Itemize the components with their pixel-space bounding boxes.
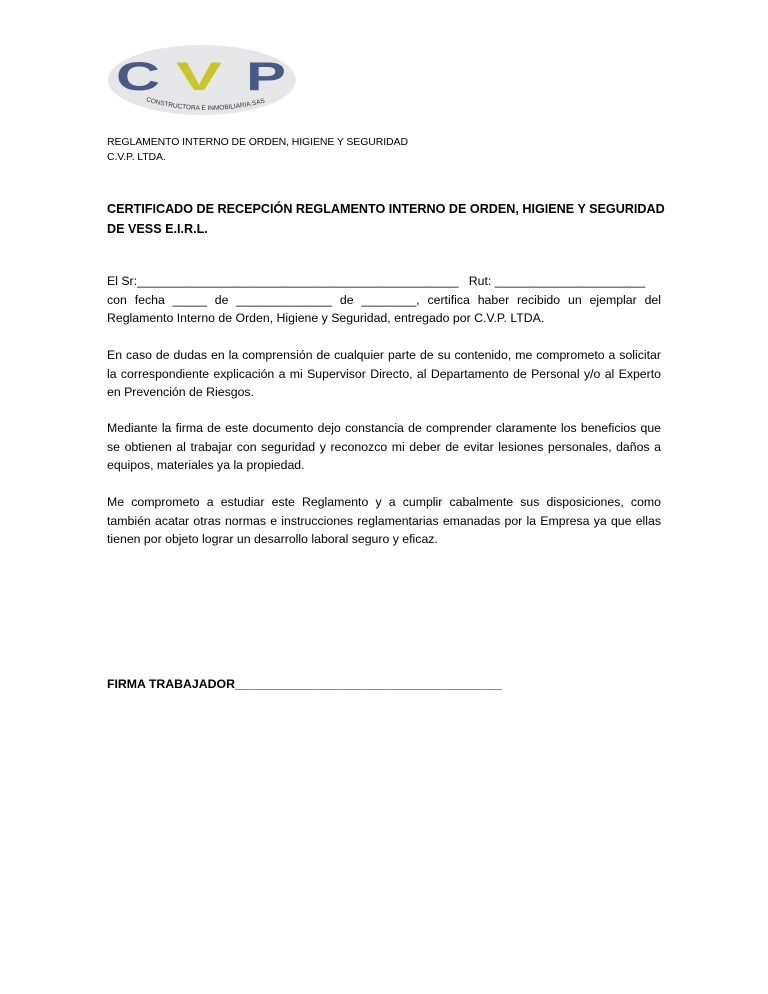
worker-signature-line: FIRMA TRABAJADOR_______________________________________ <box>107 677 502 691</box>
header-regulation-title: REGLAMENTO INTERNO DE ORDEN, HIGIENE Y SEGURIDAD <box>107 136 408 148</box>
paragraph-acknowledgement: Mediante la firma de este documento dejo constancia de comprender claramente los beneficios que se obtienen al trabajar con seguridad y reconozco mi deber de evitar lesiones personales, daños a equipos, materiales ya la propiedad. <box>107 421 661 473</box>
logo-subtitle: CONSTRUCTORA E INMOBILIARIA SAS <box>145 96 266 113</box>
header-company-name: C.V.P. LTDA. <box>107 151 166 163</box>
logo-letter-p: P <box>246 55 286 99</box>
paragraph-identification <box>107 272 661 328</box>
receipt-statement: con fecha _____ de ______________ de ________, certifica haber recibido un ejemplar del Reglamento Interno de Orden, Higiene y Seguridad, entregado por C.V.P. LTDA. <box>107 292 661 326</box>
logo-letter-c: C <box>116 55 160 99</box>
logo-letter-v: V <box>176 55 223 99</box>
name-rut-line: El Sr:_______________________________________________ Rut: ______________________ <box>107 274 646 288</box>
company-logo <box>106 42 298 118</box>
certificate-title: CERTIFICADO DE RECEPCIÓN REGLAMENTO INTERNO DE ORDEN, HIGIENE Y SEGURIDAD DE VESS E.I.R.L. <box>107 202 665 236</box>
paragraph-commitment: Me comprometo a estudiar este Reglamento y a cumplir cabalmente sus disposiciones, como también acatar otras normas e instrucciones reglamentarias emanadas por la Empresa ya que ellas tienen por objeto lograr un desarrollo laboral seguro y eficaz. <box>107 495 661 547</box>
paragraph-doubts: En caso de dudas en la comprensión de cualquier parte de su contenido, me comprometo a solicitar la correspondiente explicación a mi Supervisor Directo, al Departamento de Personal y/o al Experto en Prevención de Riesgos. <box>107 348 661 400</box>
